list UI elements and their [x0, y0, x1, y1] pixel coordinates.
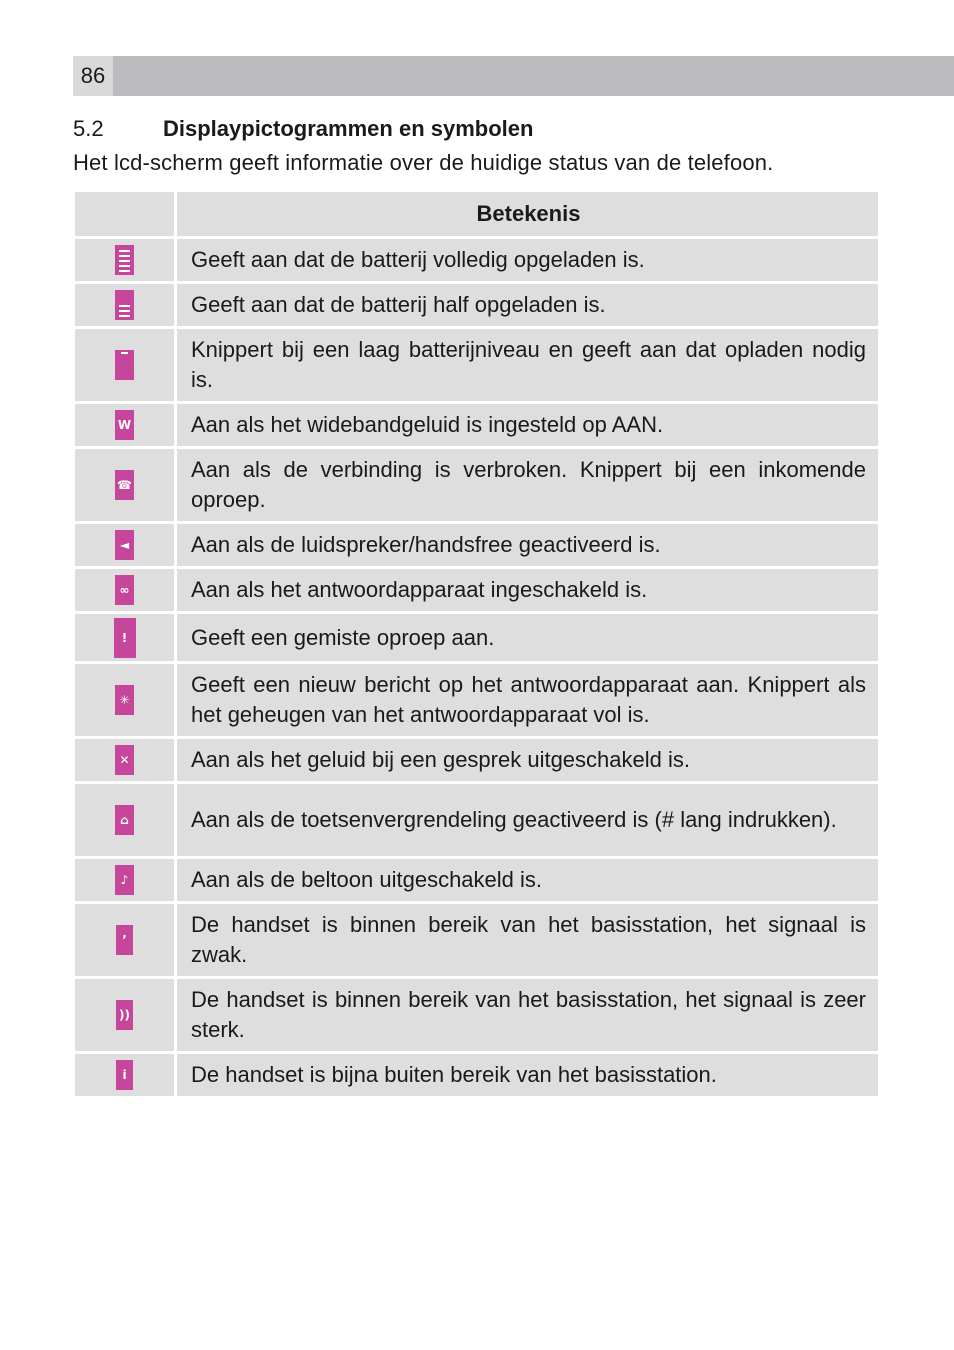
phone-icon: ☎	[115, 470, 134, 500]
battery-full-icon	[115, 245, 134, 275]
battery-low-icon	[115, 350, 134, 380]
row-text: Aan als de toetsenvergrendeling geactiveerd is (# lang indrukken).	[177, 784, 878, 856]
section-title-text: Displaypictogrammen en symbolen	[163, 116, 534, 141]
signal-out-of-range-icon: i	[116, 1060, 133, 1090]
icon-cell	[75, 859, 174, 901]
wideband-icon: W	[115, 410, 134, 440]
answering-machine-icon: ∞	[115, 575, 134, 605]
row-text: De handset is binnen bereik van het basisstation, het signaal is zwak.	[177, 904, 878, 976]
battery-half-icon	[115, 290, 134, 320]
icon-cell	[75, 664, 174, 736]
icon-table	[75, 192, 878, 1099]
row-text: Aan als het widebandgeluid is ingesteld op AAN.	[177, 404, 878, 446]
icon-cell	[75, 1054, 174, 1096]
icon-cell	[75, 239, 174, 281]
missed-call-icon: !	[114, 618, 136, 658]
row-text: Geeft een gemiste oproep aan.	[177, 614, 878, 661]
page-header-bar	[73, 56, 954, 96]
table-row	[75, 614, 878, 661]
header-icon-cell	[75, 192, 174, 236]
row-text: Geeft aan dat de batterij half opgeladen is.	[177, 284, 878, 326]
icon-cell	[75, 449, 174, 521]
speaker-icon: ◄	[115, 530, 134, 560]
row-text: Geeft aan dat de batterij volledig opgeladen is.	[177, 239, 878, 281]
new-message-icon: ✳	[115, 685, 134, 715]
table-row	[75, 904, 878, 976]
table-row	[75, 449, 878, 521]
mute-icon: ✕	[115, 745, 134, 775]
icon-cell	[75, 284, 174, 326]
icon-cell	[75, 404, 174, 446]
table-row	[75, 859, 878, 901]
table-row	[75, 664, 878, 736]
table-row	[75, 979, 878, 1051]
table-row	[75, 569, 878, 611]
row-text: Aan als de beltoon uitgeschakeld is.	[177, 859, 878, 901]
table-row	[75, 329, 878, 401]
row-text: De handset is bijna buiten bereik van het basisstation.	[177, 1054, 878, 1096]
row-text: De handset is binnen bereik van het basisstation, het signaal is zeer sterk.	[177, 979, 878, 1051]
table-header-row	[75, 192, 878, 236]
section-number: 5.2	[73, 116, 104, 141]
row-text: Aan als de verbinding is verbroken. Knippert bij een inkomende oproep.	[177, 449, 878, 521]
section-title	[73, 116, 533, 142]
icon-cell	[75, 614, 174, 661]
table-row	[75, 404, 878, 446]
table-row	[75, 239, 878, 281]
table-row	[75, 524, 878, 566]
row-text: Geeft een nieuw bericht op het antwoordapparaat aan. Knippert als het geheugen van het antwoordapparaat vol is.	[177, 664, 878, 736]
table-row	[75, 784, 878, 856]
row-text: Aan als de luidspreker/handsfree geactiveerd is.	[177, 524, 878, 566]
row-text: Knippert bij een laag batterijniveau en geeft aan dat opladen nodig is.	[177, 329, 878, 401]
icon-cell	[75, 524, 174, 566]
row-text: Aan als het antwoordapparaat ingeschakeld is.	[177, 569, 878, 611]
page-number: 86	[73, 56, 113, 96]
icon-cell	[75, 784, 174, 856]
ringer-off-icon: ♪	[115, 865, 134, 895]
icon-cell	[75, 329, 174, 401]
keypad-lock-icon: ⌂	[115, 805, 134, 835]
icon-cell	[75, 904, 174, 976]
header-label: Betekenis	[177, 192, 878, 236]
icon-cell	[75, 979, 174, 1051]
signal-weak-icon: ’	[116, 925, 133, 955]
table-row	[75, 739, 878, 781]
table-row	[75, 284, 878, 326]
intro-text: Het lcd-scherm geeft informatie over de huidige status van de telefoon.	[73, 150, 774, 175]
row-text: Aan als het geluid bij een gesprek uitgeschakeld is.	[177, 739, 878, 781]
icon-cell	[75, 569, 174, 611]
icon-cell	[75, 739, 174, 781]
table-row	[75, 1054, 878, 1096]
signal-strong-icon: ))	[116, 1000, 133, 1030]
